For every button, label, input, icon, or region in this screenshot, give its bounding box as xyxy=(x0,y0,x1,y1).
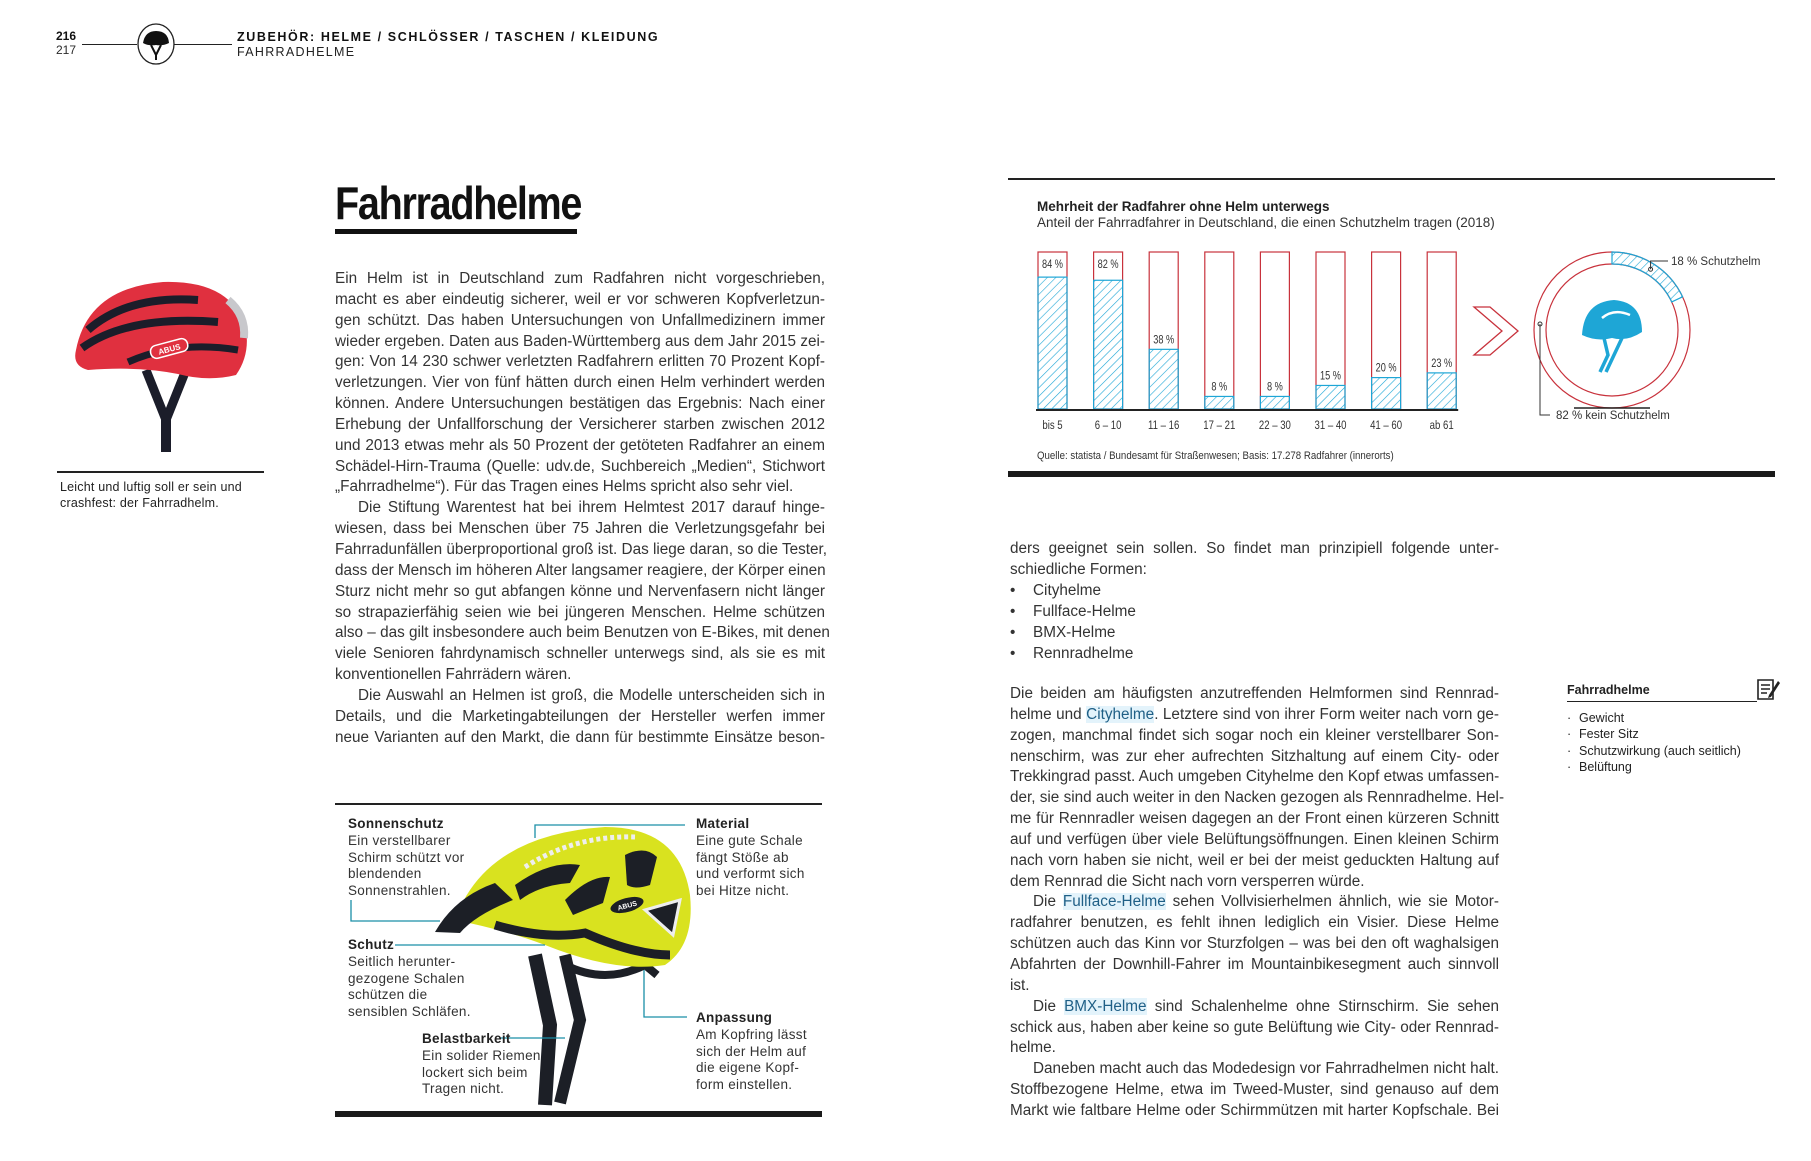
diagram-label-text: form einstellen. xyxy=(696,1077,793,1093)
text-line: nach vorn haben sie nicht, weil er bei der meist geduckten Haltung auf xyxy=(1010,851,1499,869)
caption-rule xyxy=(57,471,264,473)
section-title: ZUBEHÖR: HELME / SCHLÖSSER / TASCHEN / KLEIDUNG xyxy=(237,30,660,44)
list-item: • Fullface-Helme xyxy=(1010,602,1499,623)
bar-fill xyxy=(1038,277,1067,409)
text-line: der, sie sind auch weiter in den Nacken gezogen als Rennradhelme. Hel- xyxy=(1010,789,1505,807)
text-line: ders geeignet sein sollen. So findet man prinzipiell folgende unter- xyxy=(1010,540,1499,557)
x-tick-label: 6 – 10 xyxy=(1094,419,1122,433)
diagram-label-text: und verformt sich xyxy=(696,866,805,882)
header-rule-left xyxy=(82,44,137,45)
body-text-right-intro xyxy=(1010,539,1499,581)
bar-fill xyxy=(1372,378,1401,409)
diagram-label-text: Ein solider Riemen xyxy=(422,1047,541,1063)
text-line: so strapazierfähig seien wie bei jüngeren Menschen. Helme schützen xyxy=(335,603,825,621)
helmet-types-list xyxy=(1010,581,1499,664)
text-line: helme und Cityhelme. Letztere sind von ihrer Form weiter nach vorn ge- xyxy=(1010,705,1499,723)
subsection-title: FAHRRADHELME xyxy=(237,45,356,59)
text-line: gen schützt. Das haben Untersuchungen von Unfallmedizinern immer xyxy=(335,311,825,329)
bar-fill xyxy=(1316,385,1345,409)
text-line: wieder ergeben. Daten aus Baden-Württemberg aus dem Jahr 2015 zei- xyxy=(335,332,825,350)
text-line: konventionellen Fahrrädern wären. xyxy=(335,666,572,684)
checklist-item: · Gewicht xyxy=(1567,710,1625,725)
highlighted-term: BMX-Helme xyxy=(1064,997,1147,1015)
diagram-label-schutz: Schutz Seitlich herunter- gezogene Schalen schützen die sensiblen Schläfen. xyxy=(348,937,471,1020)
bar-value-label: 84 % xyxy=(1042,259,1063,272)
diagram-label-text: gezogene Schalen xyxy=(348,970,465,986)
text-line: schiedliche Formen: xyxy=(1010,560,1147,578)
x-tick-label: bis 5 xyxy=(1042,419,1063,433)
page-title: Fahrradhelme xyxy=(335,177,582,229)
checklist-item: · Schutzwirkung (auch seitlich) xyxy=(1567,743,1741,758)
bar-fill xyxy=(1094,280,1123,409)
helmet-icon xyxy=(135,22,177,66)
list-item: • Rennradhelme xyxy=(1010,644,1499,665)
diagram-label-belastbarkeit: Belastbarkeit Ein solider Riemen lockert sich beim Tragen nicht. xyxy=(422,1031,541,1097)
diagram-label-text: Sonnenstrahlen. xyxy=(348,883,451,899)
text-line: Daneben macht auch das Modedesign vor Fahrradhelmen nicht halt. xyxy=(1033,1060,1499,1078)
text-line: Markt wie faltbare Helme oder Schirmmützen mit harter Kopfschale. Bei xyxy=(1010,1101,1499,1119)
road-helmet-image xyxy=(68,270,258,460)
text-line: Trekkingrad passt. Auch umgeben Cityhelme den Kopf etwas umfassen- xyxy=(1010,768,1500,786)
chart-bottom-rule xyxy=(1008,471,1775,477)
text-line: dem Rennrad die Sicht nach vorn versperren würde. xyxy=(1010,872,1365,890)
list-item: • BMX-Helme xyxy=(1010,623,1499,644)
body-text-right-column xyxy=(1010,684,1505,1122)
diagram-label-text: fängt Stöße ab xyxy=(696,849,789,865)
checklist-item: · Fester Sitz xyxy=(1567,727,1639,741)
text-line: Erhebung der Unfallforschung der Versicherer starben zwischen 2012 xyxy=(335,415,825,433)
chart-top-rule xyxy=(1008,178,1775,180)
diagram-label-text: Am Kopfring lässt xyxy=(696,1026,807,1042)
bar-value-label: 38 % xyxy=(1153,334,1175,347)
highlighted-term: Cityhelme xyxy=(1086,705,1155,723)
diagram-label-text: schützen die xyxy=(348,987,428,1003)
chart-source: Quelle: statista / Bundesamt für Straßenwesen; Basis: 17.278 Radfahrer (innerorts) xyxy=(1037,450,1394,462)
text-line: also – das gilt insbesondere auch beim Benutzen von E-Bikes, mit denen xyxy=(335,624,830,642)
checklist-title: Fahrradhelme xyxy=(1567,682,1757,702)
page-numbers xyxy=(56,29,76,57)
chevron-arrow-icon xyxy=(1474,307,1518,355)
page-number-right: 217 xyxy=(56,43,77,57)
svg-text:ABUS: ABUS xyxy=(616,900,638,913)
diagram-label-text: Schirm schützt vor xyxy=(348,849,465,865)
diagram-label-text: bei Hitze nicht. xyxy=(696,883,790,899)
page-number-left: 216 xyxy=(56,29,77,43)
checklist-item: · Belüftung xyxy=(1567,760,1632,774)
bar-value-label: 15 % xyxy=(1320,370,1341,383)
diagram-label-text: sensiblen Schläfen. xyxy=(348,1004,471,1020)
diagram-bottom-rule xyxy=(335,1111,822,1117)
checklist-box xyxy=(1567,682,1780,776)
helmet-strap xyxy=(1600,338,1622,372)
diagram-label-text: sich der Helm auf xyxy=(696,1043,807,1059)
text-line: schützen auch das Kinn vor Sturzfolgen – was bei den oft waghalsigen xyxy=(1010,935,1499,953)
diagram-label-material: Material Eine gute Schale fängt Stöße ab und verformt sich bei Hitze nicht. xyxy=(696,816,805,899)
text-line: ist. xyxy=(1010,976,1030,994)
text-line: Abfahrten der Downhill-Fahrer im Mountainbikesegment auch sinnvoll xyxy=(1010,955,1499,973)
text-line: radfahrer benutzen, es fehlt ihnen lediglich ein Visier. Diese Helme xyxy=(1010,914,1499,932)
text-line: viele Senioren fahrdynamisch schneller unterwegs sind, als sie es mit xyxy=(335,645,825,663)
body-text-left-column xyxy=(335,269,830,748)
text-line: Stoffbezogene Helme, etwa im Tweed-Muster, sind genauso auf dem xyxy=(1010,1081,1499,1099)
text-line: wiesen, dass bei Menschen über 75 Jahren die Verletzungsgefahr bei xyxy=(335,520,825,538)
x-tick-label: ab 61 xyxy=(1429,419,1454,433)
text-line: Schädel-Hirn-Trauma (Quelle: udv.de, Suchbereich „Medien“, Stichwort xyxy=(335,457,825,475)
text-line: Details, und die Marketingabteilungen der Hersteller werfen immer xyxy=(335,707,825,725)
diagram-label-text: blendenden xyxy=(348,866,422,882)
helmet-shell xyxy=(1582,300,1642,339)
svg-text:ABUS: ABUS xyxy=(157,342,182,357)
text-line: dass der Mensch im höheren Alter langsamer reagiere, der Körper einen xyxy=(335,561,826,579)
bar-value-label: 23 % xyxy=(1431,358,1453,371)
x-tick-label: 41 – 60 xyxy=(1370,419,1403,433)
title-underline xyxy=(335,229,577,234)
donut-label-helmet: 18 % Schutzhelm xyxy=(1671,256,1761,268)
diagram-label-text: Tragen nicht. xyxy=(422,1081,505,1097)
text-line: helme. xyxy=(1010,1039,1056,1057)
text-line: Die Stiftung Warentest hat bei ihrem Helmtest 2017 darauf hinge- xyxy=(358,499,825,517)
text-line: „Fahrradhelme“). Für das Tragen eines Helms spricht also sehr viel. xyxy=(335,478,794,496)
text-line: gen: Von 14 230 schwer verletzten Radfahrern erlitten 70 Prozent Kopf- xyxy=(335,353,825,371)
highlighted-term: Fullface-Helme xyxy=(1062,893,1166,911)
x-tick-label: 11 – 16 xyxy=(1148,419,1180,433)
text-line: schick aus, haben aber keine so gute Belüftung wie City- oder Rennrad- xyxy=(1010,1018,1499,1036)
text-line: Sturz nicht mehr so gut abfangen könne und Nervenfasern nicht länger xyxy=(335,582,825,600)
bar-fill xyxy=(1427,373,1456,409)
text-line: Die Fullface-Helme sehen Vollvisierhelmen ähnlich, wie sie Motor- xyxy=(1033,893,1499,911)
bar-fill xyxy=(1205,396,1234,409)
text-line: me für Rennradler weisen dagegen an der Front einen kürzeren Schnitt xyxy=(1010,810,1499,828)
chart-subtitle: Anteil der Fahrradfahrer in Deutschland, die einen Schutzhelm tragen (2018) xyxy=(1037,215,1495,230)
text-line: Fahrradunfällen überproportional groß ist. Das liege daran, so die Tester, xyxy=(335,540,828,558)
text-line: zogen, manchmal findet sich sogar noch ein kleiner verstellbarer Son- xyxy=(1010,726,1499,744)
chart-title: Mehrheit der Radfahrer ohne Helm unterwegs xyxy=(1037,199,1330,214)
x-tick-label: 22 – 30 xyxy=(1258,419,1291,433)
text-line: verletzungen. Vier von fünf hätten durch einen Helm verhindert werden xyxy=(335,374,825,392)
bar-value-label: 8 % xyxy=(1211,381,1228,394)
diagram-label-sonnenschutz: Sonnenschutz Ein verstellbarer Schirm schützt vor blendenden Sonnenstrahlen. xyxy=(348,816,465,899)
donut-label-no-helmet: 82 % kein Schutzhelm xyxy=(1556,410,1670,422)
header-rule-right xyxy=(174,44,232,45)
diagram-label-text: Eine gute Schale xyxy=(696,832,803,848)
bar-value-label: 82 % xyxy=(1097,259,1119,272)
checklist-pencil-icon xyxy=(1755,676,1781,702)
diagram-label-text: die eigene Kopf- xyxy=(696,1060,800,1076)
bar-value-label: 20 % xyxy=(1375,362,1397,375)
helmet-usage-chart xyxy=(1008,240,1778,440)
diagram-label-text: Ein verstellbarer xyxy=(348,832,451,848)
diagram-label-text: lockert sich beim xyxy=(422,1064,528,1080)
text-line: Die Auswahl an Helmen ist groß, die Modelle unterscheiden sich in xyxy=(358,686,825,704)
text-line: und 2013 etwas mehr als 50 Prozent der getöteten Radfahrer an einem xyxy=(335,436,825,454)
bar-fill xyxy=(1149,349,1178,409)
helmet-icon xyxy=(1582,300,1642,372)
x-tick-label: 17 – 21 xyxy=(1203,419,1236,433)
diagram-label-anpassung: Anpassung Am Kopfring lässt sich der Helm auf die eigene Kopf- form einstellen. xyxy=(696,1010,807,1093)
diagram-label-text: Seitlich herunter- xyxy=(348,953,456,969)
list-item: • Cityhelme xyxy=(1010,581,1499,602)
text-line: macht es aber eindeutig sicherer, weil er vor schweren Kopfverletzun- xyxy=(335,290,825,308)
bar-value-label: 8 % xyxy=(1266,381,1283,394)
image-caption: Leicht und luftig soll er sein und crashfest: der Fahrradhelm. xyxy=(60,480,242,510)
x-tick-label: 31 – 40 xyxy=(1314,419,1347,433)
text-line: Die BMX-Helme sind Schalenhelme ohne Stirnschirm. Sie sehen xyxy=(1033,997,1500,1015)
text-line: können. Andere Untersuchungen bestätigen das Ergebnis: Nach einer xyxy=(335,395,825,413)
text-line: auf und verfügen über viele Belüftungsöffnungen. Einen kleinen Schirm xyxy=(1010,830,1499,848)
text-line: neue Varianten auf den Markt, die dann für bestimmte Einsätze beson- xyxy=(335,728,825,746)
bar-fill xyxy=(1260,396,1289,409)
text-line: Ein Helm ist in Deutschland zum Radfahren nicht vorgeschrieben, xyxy=(335,270,825,287)
text-line: Die beiden am häufigsten anzutreffenden Helmformen sind Rennrad- xyxy=(1010,685,1499,702)
text-line: nenschirm, was zur eher aufrechten Sitzhaltung auf einem City- oder xyxy=(1010,747,1499,765)
